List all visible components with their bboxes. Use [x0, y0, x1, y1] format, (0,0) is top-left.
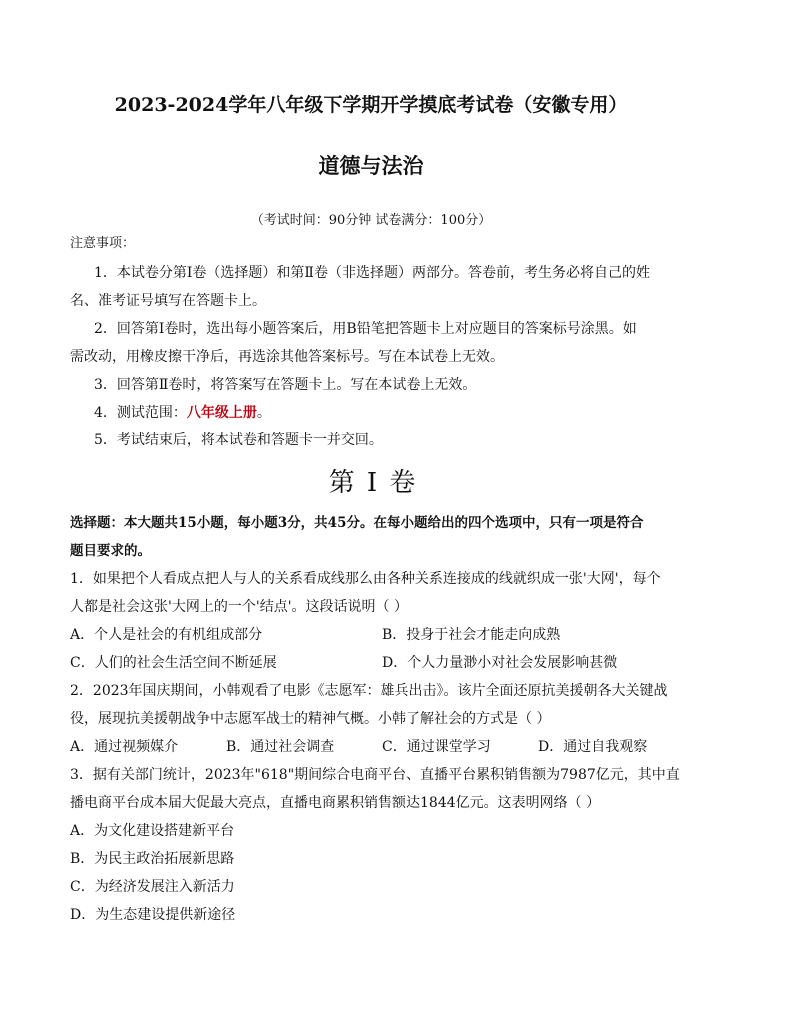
question-2-option-b: B．通过社会调查 — [226, 739, 335, 755]
section-instructions-line-1: 选择题：本大题共15小题，每小题3分，共45分。在每小题给出的四个选项中，只有一项是符合 — [70, 515, 644, 531]
question-1-option-a: A．个人是社会的有机组成部分 — [70, 627, 263, 643]
question-1-line-1: 1．如果把个人看成点把人与人的关系看成线那么由各种关系连接成的线就织成一张'大网'，每个 — [70, 571, 661, 587]
section-instructions-line-2: 题目要求的。 — [70, 543, 151, 559]
notice-heading: 注意事项： — [70, 236, 136, 251]
notice-item-1-line-2: 名、准考证号填写在答题卡上。 — [70, 293, 266, 309]
section-title: 第 I 卷 — [328, 468, 418, 498]
question-2-option-c: C．通过课堂学习 — [382, 739, 491, 755]
notice-item-4 — [94, 403, 271, 423]
notice-item-3: 3．回答第Ⅱ卷时，将答案写在答题卡上。写在本试卷上无效。 — [94, 377, 477, 393]
subject-title: 道德与法治 — [318, 153, 424, 178]
notice-item-4-suffix: 。 — [256, 405, 271, 421]
question-2-option-a: A．通过视频媒介 — [70, 739, 179, 755]
exam-info: （考试时间：90分钟 试卷满分：100分） — [250, 213, 492, 228]
notice-item-4-prefix: 4．测试范围： — [94, 405, 187, 421]
notice-item-5: 5．考试结束后，将本试卷和答题卡一并交回。 — [94, 432, 383, 448]
question-3-option-c: C．为经济发展注入新活力 — [70, 879, 235, 895]
question-2-option-d: D．通过自我观察 — [538, 739, 648, 755]
test-scope: 八年级上册 — [186, 405, 257, 421]
question-2-line-2: 役，展现抗美援朝战争中志愿军战士的精神气概。小韩了解社会的方式是（ ） — [70, 711, 551, 727]
question-1-option-b: B．投身于社会才能走向成熟 — [382, 627, 561, 643]
notice-item-2-line-2: 需改动，用橡皮擦干净后，再选涂其他答案标号。写在本试卷上无效。 — [70, 349, 504, 365]
notice-item-2-line-1: 2．回答第Ⅰ卷时，选出每小题答案后，用B铅笔把答题卡上对应题目的答案标号涂黑。如 — [94, 321, 637, 337]
question-3-option-b: B．为民主政治拓展新思路 — [70, 851, 235, 867]
question-1-line-2: 人都是社会这张'大网上的一个'结点'。这段话说明（ ） — [70, 599, 408, 615]
notice-item-1-line-1: 1．本试卷分第Ⅰ卷（选择题）和第Ⅱ卷（非选择题）两部分。答卷前，考生务必将自己的姓 — [94, 265, 650, 281]
question-3-option-a: A．为文化建设搭建新平台 — [70, 823, 235, 839]
question-3-line-2: 播电商平台成本届大促最大亮点，直播电商累积销售额达1844亿元。这表明网络（ ） — [70, 795, 601, 811]
exam-title: 2023-2024学年八年级下学期开学摸底考试卷（安徽专用） — [114, 94, 628, 116]
question-1-option-c: C．人们的社会生活空间不断延展 — [70, 655, 277, 671]
question-2-line-1: 2．2023年国庆期间，小韩观看了电影《志愿军：雄兵出击》。该片全面还原抗美援朝各大关键战 — [70, 683, 668, 699]
question-1-option-d: D．个人力量渺小对社会发展影响甚微 — [382, 655, 618, 671]
question-3-line-1: 3．据有关部门统计，2023年"618"期间综合电商平台、直播平台累积销售额为7987亿元，其中直 — [70, 767, 680, 783]
question-3-option-d: D．为生态建设提供新途径 — [70, 907, 236, 923]
